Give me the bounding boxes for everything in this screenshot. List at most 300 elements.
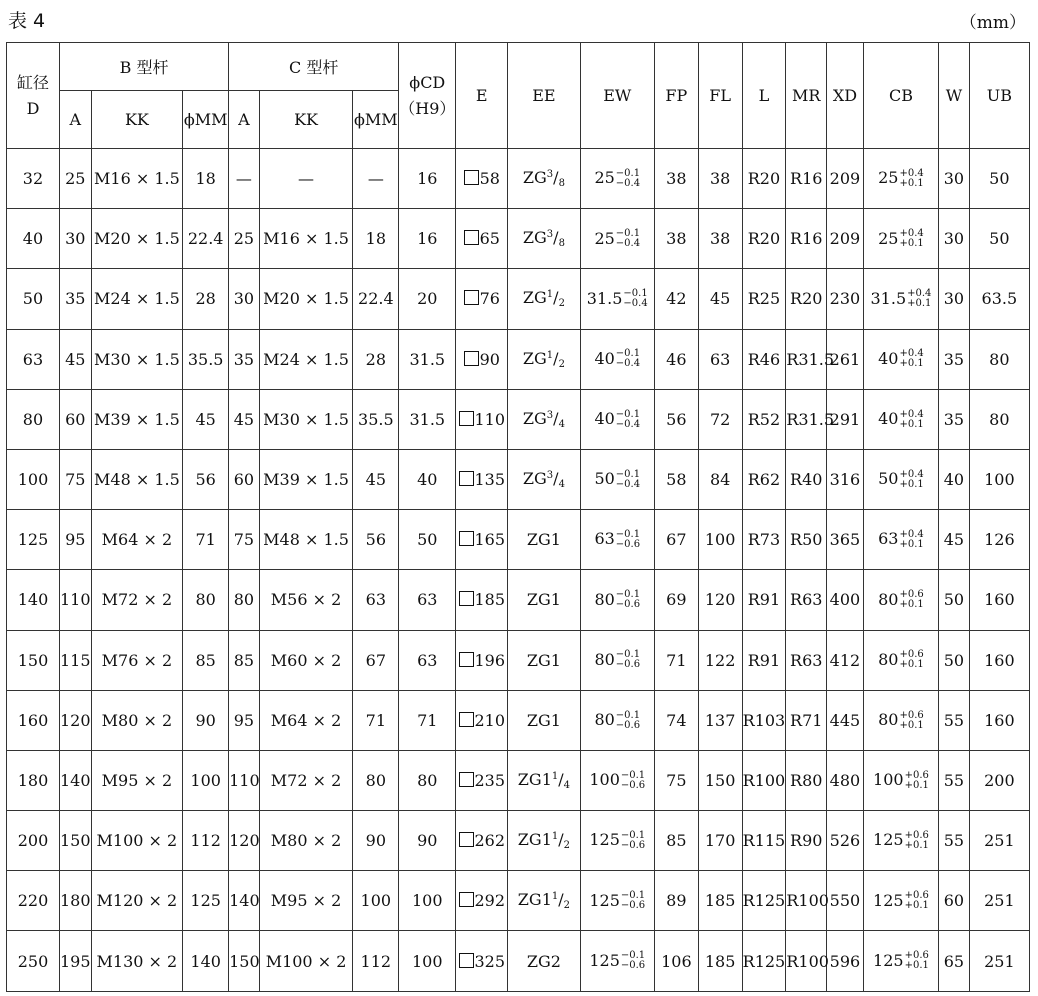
cell-ew [580, 449, 654, 509]
cell-c-kk: M60 × 2 [259, 630, 353, 690]
cell-ew [580, 630, 654, 690]
cb-lower: +0.1 [899, 238, 924, 250]
header-cb: CB [863, 43, 938, 149]
table-row [7, 269, 1030, 329]
cell-c-mm: 112 [353, 931, 399, 991]
cell-ew [580, 690, 654, 750]
cell-ee [508, 329, 580, 389]
cell-b-kk: M76 × 2 [91, 630, 183, 690]
cb-tolerance [899, 530, 923, 550]
cell-b-a: 75 [59, 449, 91, 509]
cell-cb [863, 811, 938, 871]
ew-tolerance [621, 831, 645, 851]
cell-c-a: 85 [229, 630, 260, 690]
cell-ub: 50 [969, 209, 1029, 269]
header-bore-symbol: D [26, 98, 40, 118]
cell-ew [580, 811, 654, 871]
cell-xd: 209 [827, 149, 864, 209]
cell-xd: 550 [827, 871, 864, 931]
ew-upper: −0.1 [615, 228, 641, 240]
cell-ub: 160 [969, 690, 1029, 750]
ee-fraction-den: 4 [558, 418, 565, 430]
table-row [7, 570, 1030, 630]
cell-cb-base: 31.5 [870, 288, 907, 308]
cell-cd: 20 [399, 269, 456, 329]
cell-cd: 80 [399, 750, 456, 810]
header-mr: MR [786, 43, 827, 149]
square-symbol-icon [464, 170, 479, 185]
cell-l: R103 [742, 690, 786, 750]
cb-tolerance [905, 771, 929, 791]
ew-lower: −0.6 [620, 839, 646, 851]
ee-fraction: $^1/_2$ [546, 348, 565, 370]
ee-fraction: $^1/_2$ [551, 830, 571, 852]
cell-ee [508, 209, 580, 269]
ew-tolerance [621, 951, 645, 971]
cell-e-value: 65 [479, 229, 500, 249]
cell-b-a: 120 [59, 690, 91, 750]
ee-fraction-den: 2 [558, 358, 565, 370]
cell-bore: 200 [7, 811, 60, 871]
cell-b-mm: 18 [183, 149, 229, 209]
cell-fl: 185 [698, 871, 742, 931]
cell-c-kk: M56 × 2 [259, 570, 353, 630]
cell-ee-main: ZG1 [526, 650, 561, 670]
cell-e-value: 58 [479, 169, 500, 189]
unit-label: （mm） [959, 13, 1026, 33]
cell-b-a: 140 [59, 750, 91, 810]
header-ub: UB [969, 43, 1029, 149]
cell-c-a: — [229, 149, 260, 209]
cell-c-kk: M30 × 1.5 [259, 389, 353, 449]
cell-fl: 100 [698, 510, 742, 570]
cell-bore: 32 [7, 149, 60, 209]
cell-b-a: 195 [59, 931, 91, 991]
cell-mr: R63 [786, 570, 827, 630]
cell-fl: 120 [698, 570, 742, 630]
table-row [7, 329, 1030, 389]
ew-upper: −0.1 [615, 468, 641, 480]
cb-lower: +0.1 [899, 659, 924, 671]
cell-w: 30 [939, 149, 970, 209]
cell-b-mm: 140 [183, 931, 229, 991]
cell-e-value: 110 [474, 409, 506, 429]
cell-ee [508, 570, 580, 630]
ew-upper: −0.1 [615, 589, 641, 601]
ew-upper: −0.1 [623, 288, 648, 300]
ee-fraction-den: 2 [563, 900, 571, 912]
cell-ub: 80 [969, 329, 1029, 389]
square-symbol-icon [459, 591, 474, 606]
header-l: L [742, 43, 786, 149]
ee-fraction-num: 3 [546, 169, 554, 181]
cell-c-a: 110 [229, 750, 260, 810]
ee-fraction-num: 3 [546, 409, 554, 421]
cell-l: R73 [742, 510, 786, 570]
cell-w: 55 [939, 811, 970, 871]
cell-ub: 50 [969, 149, 1029, 209]
cell-c-mm: 90 [353, 811, 399, 871]
ee-fraction-num: 1 [546, 349, 554, 361]
cell-fl: 185 [698, 931, 742, 991]
ee-fraction: $^3/_4$ [546, 469, 565, 491]
header-bore [7, 43, 60, 149]
cell-b-kk: M120 × 2 [91, 871, 183, 931]
square-symbol-icon [464, 230, 479, 245]
cell-c-kk: M39 × 1.5 [259, 449, 353, 509]
cell-l: R62 [742, 449, 786, 509]
ee-fraction: $^3/_8$ [546, 228, 565, 250]
cell-xd: 209 [827, 209, 864, 269]
cell-ew-base: 25 [594, 228, 615, 248]
cell-ee-main: ZG1 [517, 890, 552, 910]
cell-ee-main: ZG [522, 469, 547, 489]
cell-c-mm: 28 [353, 329, 399, 389]
cell-e-value: 76 [479, 289, 500, 309]
cell-fp: 71 [654, 630, 698, 690]
cell-cb [863, 389, 938, 449]
cell-cb [863, 750, 938, 810]
cell-w: 35 [939, 389, 970, 449]
cell-l: R20 [742, 209, 786, 269]
cb-lower: +0.1 [904, 960, 929, 972]
cell-ew [580, 389, 654, 449]
cell-ee-main: ZG [522, 348, 547, 368]
cell-b-mm: 28 [183, 269, 229, 329]
cell-w: 50 [939, 630, 970, 690]
cell-w: 60 [939, 871, 970, 931]
cell-c-a: 150 [229, 931, 260, 991]
cell-cb-base: 63 [878, 529, 899, 549]
ee-fraction-num: 1 [551, 891, 559, 903]
cell-fl: 84 [698, 449, 742, 509]
header-w: W [939, 43, 970, 149]
cell-fl: 122 [698, 630, 742, 690]
cell-b-a: 45 [59, 329, 91, 389]
square-symbol-icon [459, 411, 474, 426]
cell-e [456, 690, 508, 750]
cell-c-a: 30 [229, 269, 260, 329]
cell-e [456, 750, 508, 810]
cell-ew-base: 50 [594, 469, 615, 489]
cell-e-value: 135 [474, 470, 506, 490]
cell-cb [863, 690, 938, 750]
cell-ew-base: 25 [594, 168, 615, 188]
header-c-mm: ϕMM [353, 91, 399, 149]
header-group-c-rod: C 型杆 [229, 43, 399, 91]
cell-c-a: 120 [229, 811, 260, 871]
ew-upper: −0.1 [620, 950, 646, 962]
header-c-a: A [229, 91, 260, 149]
cell-ew-base: 31.5 [586, 288, 623, 308]
header-bore-label: 缸径 [16, 72, 49, 92]
cell-e [456, 811, 508, 871]
cell-cb-base: 125 [873, 890, 904, 910]
cell-fp: 56 [654, 389, 698, 449]
cell-b-kk: M20 × 1.5 [91, 209, 183, 269]
cell-bore: 220 [7, 871, 60, 931]
cell-c-a: 95 [229, 690, 260, 750]
ee-fraction: $^3/_4$ [546, 408, 565, 430]
cell-w: 55 [939, 750, 970, 810]
cell-b-a: 30 [59, 209, 91, 269]
cell-cb-base: 25 [878, 228, 899, 248]
cell-ee-main: ZG1 [517, 830, 552, 850]
cb-tolerance [899, 650, 923, 670]
cell-fp: 67 [654, 510, 698, 570]
cb-tolerance [899, 470, 923, 490]
cell-cd: 63 [399, 570, 456, 630]
cell-e-value: 210 [474, 710, 506, 730]
cell-c-a: 35 [229, 329, 260, 389]
table-row [7, 750, 1030, 810]
cell-c-a: 80 [229, 570, 260, 630]
cell-ub: 80 [969, 389, 1029, 449]
ew-tolerance [616, 711, 640, 731]
cell-cd: 90 [399, 811, 456, 871]
cell-e [456, 630, 508, 690]
cell-bore: 180 [7, 750, 60, 810]
table-row [7, 389, 1030, 449]
cell-fl: 137 [698, 690, 742, 750]
ew-tolerance [616, 650, 640, 670]
cell-mr: R71 [786, 690, 827, 750]
cell-l: R52 [742, 389, 786, 449]
cell-cb [863, 329, 938, 389]
cell-mr: R16 [786, 209, 827, 269]
table-row [7, 690, 1030, 750]
cell-ew-base: 40 [594, 348, 615, 368]
cell-ee [508, 510, 580, 570]
cell-b-a: 95 [59, 510, 91, 570]
cell-ub: 160 [969, 570, 1029, 630]
cell-c-mm: 67 [353, 630, 399, 690]
cell-c-mm: 22.4 [353, 269, 399, 329]
ew-upper: −0.1 [615, 528, 641, 540]
cell-c-a: 75 [229, 510, 260, 570]
cell-c-mm: 18 [353, 209, 399, 269]
cell-ee [508, 149, 580, 209]
cell-bore: 50 [7, 269, 60, 329]
ew-upper: −0.1 [615, 649, 641, 661]
cell-ee [508, 811, 580, 871]
cell-ew-base: 40 [594, 409, 615, 429]
cell-ub: 251 [969, 811, 1029, 871]
cell-l: R100 [742, 750, 786, 810]
ee-fraction: $^1/_2$ [551, 890, 571, 912]
cell-bore: 160 [7, 690, 60, 750]
ew-tolerance [616, 470, 640, 490]
cell-cb-base: 80 [878, 710, 899, 730]
cell-b-mm: 90 [183, 690, 229, 750]
cell-bore: 63 [7, 329, 60, 389]
cell-c-mm: 71 [353, 690, 399, 750]
cell-ew-base: 125 [589, 950, 620, 970]
cell-ee [508, 871, 580, 931]
cell-ew-base: 100 [589, 770, 620, 790]
ew-upper: −0.1 [615, 348, 641, 360]
ew-upper: −0.1 [620, 890, 646, 902]
cell-mr: R90 [786, 811, 827, 871]
square-symbol-icon [459, 953, 474, 968]
cell-c-mm: 80 [353, 750, 399, 810]
cell-ee [508, 449, 580, 509]
cell-b-a: 150 [59, 811, 91, 871]
cell-b-kk: M39 × 1.5 [91, 389, 183, 449]
cell-fp: 58 [654, 449, 698, 509]
cell-mr: R50 [786, 510, 827, 570]
cell-b-kk: M80 × 2 [91, 690, 183, 750]
cell-xd: 445 [827, 690, 864, 750]
ew-lower: −0.4 [615, 478, 641, 490]
cell-ew [580, 871, 654, 931]
header-ew: EW [580, 43, 654, 149]
table-row [7, 149, 1030, 209]
cell-ee [508, 630, 580, 690]
cell-ee [508, 389, 580, 449]
cell-ew-base: 80 [594, 589, 615, 609]
cb-lower: +0.1 [899, 478, 924, 490]
cell-bore: 40 [7, 209, 60, 269]
cell-ew [580, 329, 654, 389]
cell-c-kk: M64 × 2 [259, 690, 353, 750]
cell-l: R91 [742, 630, 786, 690]
cb-tolerance [899, 590, 923, 610]
cell-ee-main: ZG [522, 288, 547, 308]
cell-cb-base: 80 [878, 589, 899, 609]
cb-lower: +0.1 [899, 719, 924, 731]
cell-c-kk: M16 × 1.5 [259, 209, 353, 269]
ew-lower: −0.6 [620, 900, 646, 912]
cell-ee-main: ZG1 [526, 590, 561, 610]
cell-c-kk: M48 × 1.5 [259, 510, 353, 570]
cell-e [456, 269, 508, 329]
cell-cb-base: 40 [878, 348, 899, 368]
cell-b-a: 25 [59, 149, 91, 209]
cell-c-a: 140 [229, 871, 260, 931]
cell-c-kk: M80 × 2 [259, 811, 353, 871]
cell-ew-base: 125 [589, 890, 620, 910]
cell-fp: 46 [654, 329, 698, 389]
cell-ew [580, 931, 654, 991]
cb-upper: +0.6 [904, 769, 929, 781]
ew-tolerance [616, 229, 640, 249]
cb-upper: +0.6 [899, 589, 924, 601]
square-symbol-icon [459, 832, 474, 847]
cell-ub: 200 [969, 750, 1029, 810]
cell-ub: 251 [969, 871, 1029, 931]
cell-ew [580, 269, 654, 329]
cell-c-kk: M20 × 1.5 [259, 269, 353, 329]
cell-ee-main: ZG1 [517, 769, 552, 789]
cell-w: 55 [939, 690, 970, 750]
header-group-b-rod: B 型杆 [59, 43, 228, 91]
ew-tolerance [623, 289, 647, 309]
ee-fraction-num: 3 [546, 229, 554, 241]
ew-lower: −0.4 [615, 358, 641, 370]
cb-lower: +0.1 [899, 358, 924, 370]
table-body [7, 149, 1030, 992]
cb-upper: +0.4 [907, 288, 932, 300]
cell-b-kk: M95 × 2 [91, 750, 183, 810]
cell-bore: 125 [7, 510, 60, 570]
cell-c-mm: 35.5 [353, 389, 399, 449]
cb-tolerance [899, 169, 923, 189]
cell-b-mm: 125 [183, 871, 229, 931]
cb-lower: +0.1 [899, 177, 924, 189]
cell-ew-base: 63 [594, 529, 615, 549]
table-row [7, 871, 1030, 931]
cell-cb-base: 125 [873, 830, 904, 850]
cell-fp: 69 [654, 570, 698, 630]
cb-upper: +0.6 [899, 649, 924, 661]
cell-w: 50 [939, 570, 970, 630]
cell-b-kk: M72 × 2 [91, 570, 183, 630]
cell-xd: 480 [827, 750, 864, 810]
ee-fraction-den: 4 [563, 779, 571, 791]
cell-cb [863, 269, 938, 329]
cell-fp: 38 [654, 149, 698, 209]
cell-mr: R16 [786, 149, 827, 209]
table-caption: 表 4 [8, 10, 46, 32]
cell-b-mm: 71 [183, 510, 229, 570]
cell-fp: 75 [654, 750, 698, 810]
cell-xd: 291 [827, 389, 864, 449]
cb-tolerance [907, 289, 931, 309]
cell-c-kk: M95 × 2 [259, 871, 353, 931]
ew-upper: −0.1 [615, 709, 641, 721]
cb-tolerance [905, 951, 929, 971]
ew-tolerance [621, 891, 645, 911]
cell-e [456, 510, 508, 570]
cb-tolerance [899, 711, 923, 731]
cb-upper: +0.4 [899, 468, 924, 480]
cb-lower: +0.1 [904, 900, 929, 912]
cell-ew [580, 510, 654, 570]
cell-fl: 38 [698, 209, 742, 269]
cb-lower: +0.1 [899, 538, 924, 550]
cell-cb-base: 40 [878, 409, 899, 429]
ew-lower: −0.4 [615, 238, 641, 250]
cell-bore: 140 [7, 570, 60, 630]
cell-ee [508, 750, 580, 810]
cell-bore: 80 [7, 389, 60, 449]
ew-upper: −0.1 [615, 408, 641, 420]
cell-ub: 126 [969, 510, 1029, 570]
header-b-mm: ϕMM [183, 91, 229, 149]
cell-b-mm: 56 [183, 449, 229, 509]
cell-cb [863, 630, 938, 690]
square-symbol-icon [459, 892, 474, 907]
cell-ee-main: ZG1 [526, 530, 561, 550]
header-b-a: A [59, 91, 91, 149]
cell-cd: 71 [399, 690, 456, 750]
cb-tolerance [899, 349, 923, 369]
cell-l: R125 [742, 931, 786, 991]
ew-tolerance [616, 410, 640, 430]
ew-lower: −0.6 [620, 779, 646, 791]
cell-w: 30 [939, 209, 970, 269]
cell-c-a: 45 [229, 389, 260, 449]
ee-fraction-den: 2 [558, 298, 565, 310]
cell-w: 65 [939, 931, 970, 991]
cell-cb [863, 510, 938, 570]
cell-c-mm: 56 [353, 510, 399, 570]
cell-w: 45 [939, 510, 970, 570]
cb-tolerance [905, 891, 929, 911]
cell-mr: R40 [786, 449, 827, 509]
cell-l: R46 [742, 329, 786, 389]
